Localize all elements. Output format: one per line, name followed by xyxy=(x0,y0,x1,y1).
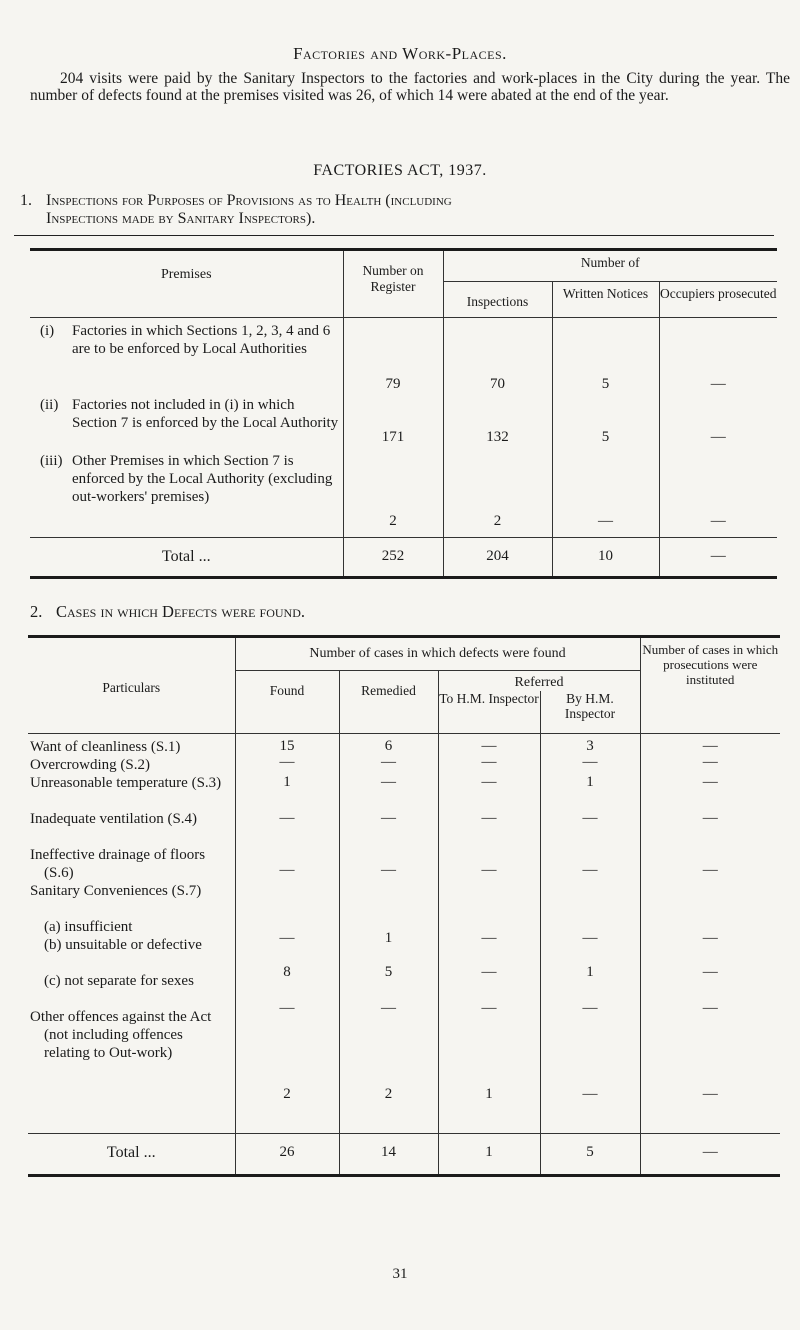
section1-number: 1. xyxy=(20,192,32,209)
t2-total-found: 26 xyxy=(235,1133,339,1175)
t1-header-notices: Written Notices xyxy=(552,282,659,318)
t1-register-1: 79 xyxy=(385,376,401,392)
t2-to-hm-7: — xyxy=(481,929,497,946)
t1-header-inspections: Inspections xyxy=(443,282,552,318)
t2-by-hm-1: 3 xyxy=(586,737,594,754)
t1-total-register: 252 xyxy=(343,538,443,578)
t2-found-9: — xyxy=(279,999,295,1016)
t2-pros-1: — xyxy=(702,737,718,754)
t2-pros-9: — xyxy=(702,999,718,1016)
t2-remedied-col xyxy=(339,733,438,1133)
t1-row-3: (iii) Other Premises in which Section 7 is enforced by the Local Authority (excluding out-workers' premises) xyxy=(40,453,333,505)
t2-remedied-10: 2 xyxy=(384,1085,393,1102)
t2-to-hm-1: — xyxy=(481,737,497,754)
t1-prosecuted-1: — xyxy=(710,376,726,392)
t1-prosecuted-col xyxy=(659,318,777,538)
t2-header-remedied: Remedied xyxy=(339,671,438,734)
t1-premises-list xyxy=(30,318,343,538)
section1-line2: Inspections made by Sanitary Inspectors). xyxy=(46,210,316,227)
t2-to-hm-4: — xyxy=(481,809,497,826)
t2-found-4: — xyxy=(279,809,295,826)
t2-pros-5: — xyxy=(702,861,718,878)
t1-notices-3: — xyxy=(598,513,613,529)
intro-paragraph: 204 visits were paid by the Sanitary Inspectors to the factories and work-places in the City during the year. The number of defects found at the premises visited was 26, of which 14 were abated at the end of the year. xyxy=(30,70,790,104)
t2-found-col xyxy=(235,733,339,1133)
t2-header-particulars: Particulars xyxy=(28,637,235,734)
t2-total-label: Total ... xyxy=(106,1143,156,1161)
page-heading: Factories and Work-Places. xyxy=(293,44,507,63)
t2-row-9: (c) not separate for sexes xyxy=(44,972,194,989)
t2-remedied-2: — xyxy=(381,753,396,770)
t2-pros-8: — xyxy=(702,963,718,980)
t2-by-hm-2: — xyxy=(582,753,598,770)
t2-particulars-list xyxy=(28,733,235,1133)
t1-inspections-3: 2 xyxy=(493,513,502,529)
t2-to-hm-10: 1 xyxy=(485,1085,493,1102)
t2-total-to-hm: 1 xyxy=(438,1133,540,1175)
t1-header-register: Number on Register xyxy=(343,250,443,318)
t2-row-6: Sanitary Conveniences (S.7) xyxy=(30,882,202,899)
t2-header-number-found: Number of cases in which defects were found xyxy=(235,637,640,671)
t1-inspections-1: 70 xyxy=(490,376,505,392)
t1-register-2: 171 xyxy=(381,429,405,445)
t2-pros-3: — xyxy=(702,773,718,790)
t2-header-found: Found xyxy=(235,671,339,734)
t1-total-prosecuted: — xyxy=(659,538,777,578)
t1-prosecuted-3: — xyxy=(710,513,726,529)
t2-row-2: Overcrowding (S.2) xyxy=(30,756,150,773)
t2-found-2: — xyxy=(279,753,295,770)
section1-rule xyxy=(14,235,774,236)
t2-found-7: — xyxy=(279,929,295,946)
act-title: FACTORIES ACT, 1937. xyxy=(313,162,487,179)
t2-header-by-hm: By H.M. Inspector xyxy=(540,691,640,733)
section1-line1: Inspections for Purposes of Provisions as to Health (including xyxy=(46,192,452,209)
t2-found-5: — xyxy=(279,861,295,878)
t1-prosecuted-2: — xyxy=(710,429,726,445)
t2-to-hm-5: — xyxy=(481,861,497,878)
t1-header-number-of: Number of xyxy=(443,250,777,282)
page-number: 31 xyxy=(392,1266,408,1282)
t2-by-hm-5: — xyxy=(582,861,598,878)
section2-heading xyxy=(30,603,305,621)
t1-row-1: (i) Factories in which Sections 1, 2, 3, 4 and 6 are to be enforced by Local Authorities xyxy=(40,323,331,357)
t2-pros-2: — xyxy=(702,753,718,770)
t2-by-hm-9: — xyxy=(582,999,598,1016)
t2-by-hm-8: 1 xyxy=(586,963,594,980)
t2-row-5: Ineffective drainage of floors (S.6) xyxy=(30,846,206,881)
t2-found-8: 8 xyxy=(283,963,291,980)
t2-found-1: 15 xyxy=(279,737,295,754)
t2-found-10: 2 xyxy=(283,1085,291,1102)
section2-text: Cases in which Defects were found. xyxy=(56,602,306,621)
t2-by-hm-col xyxy=(540,733,640,1133)
t1-notices-1: 5 xyxy=(601,376,610,392)
t2-pros-4: — xyxy=(702,809,718,826)
inspections-table xyxy=(30,248,777,579)
t1-notices-col xyxy=(552,318,659,538)
t2-total-pros: — xyxy=(640,1133,780,1175)
t2-total-by-hm: 5 xyxy=(540,1133,640,1175)
t2-to-hm-2: — xyxy=(481,753,497,770)
t2-header-prosecutions: Number of cases in which prosecutions were instituted xyxy=(640,637,780,734)
t2-remedied-9: — xyxy=(381,999,396,1016)
t2-total-remedied: 14 xyxy=(339,1133,438,1175)
t2-remedied-7: 1 xyxy=(384,929,393,946)
t2-by-hm-10: — xyxy=(582,1085,598,1102)
t1-row-2: (ii) Factories not included in (i) in which Section 7 is enforced by the Local Authority xyxy=(40,397,339,431)
t1-register-3: 2 xyxy=(389,513,397,529)
t1-inspections-2: 132 xyxy=(486,429,509,445)
defects-table xyxy=(28,635,780,1177)
t2-row-8: (b) unsuitable or defective xyxy=(44,936,202,953)
t2-to-hm-col xyxy=(438,733,540,1133)
t2-to-hm-9: — xyxy=(481,999,497,1016)
t1-total-label: Total ... xyxy=(161,548,211,565)
t2-row-4: Inadequate ventilation (S.4) xyxy=(30,810,198,827)
section1-heading xyxy=(20,192,452,228)
t2-remedied-1: 6 xyxy=(384,737,393,754)
t2-to-hm-8: — xyxy=(481,963,497,980)
t2-remedied-8: 5 xyxy=(384,963,393,980)
t2-pros-7: — xyxy=(702,929,718,946)
t2-row-7: (a) insufficient xyxy=(44,918,133,935)
t2-header-referred: Referred xyxy=(438,671,640,692)
t2-pros-10: — xyxy=(702,1085,718,1102)
t2-row-1: Want of cleanliness (S.1) xyxy=(30,738,181,755)
t2-row-3: Unreasonable temperature (S.3) xyxy=(30,774,222,791)
t2-pros-col xyxy=(640,733,780,1133)
t1-inspections-col xyxy=(443,318,552,538)
t2-by-hm-3: 1 xyxy=(586,773,594,790)
t1-total-notices: 10 xyxy=(552,538,659,578)
section2-number: 2. xyxy=(30,602,43,621)
t2-remedied-4: — xyxy=(381,809,396,826)
t1-header-premises: Premises xyxy=(30,250,343,318)
t2-header-to-hm: To H.M. Inspector xyxy=(438,691,540,733)
t2-remedied-5: — xyxy=(381,861,396,878)
t2-by-hm-4: — xyxy=(582,809,598,826)
t2-by-hm-7: — xyxy=(582,929,598,946)
t1-header-prosecuted: Occupiers prosecuted xyxy=(659,282,777,318)
t2-to-hm-3: — xyxy=(481,773,497,790)
t1-register-col xyxy=(343,318,443,538)
t2-row-10: Other offences against the Act (not including offences relating to Out-work) xyxy=(30,1008,212,1061)
t1-notices-2: 5 xyxy=(601,429,610,445)
t1-total-inspections: 204 xyxy=(443,538,552,578)
t2-remedied-3: — xyxy=(381,773,396,790)
t2-found-3: 1 xyxy=(283,773,291,790)
